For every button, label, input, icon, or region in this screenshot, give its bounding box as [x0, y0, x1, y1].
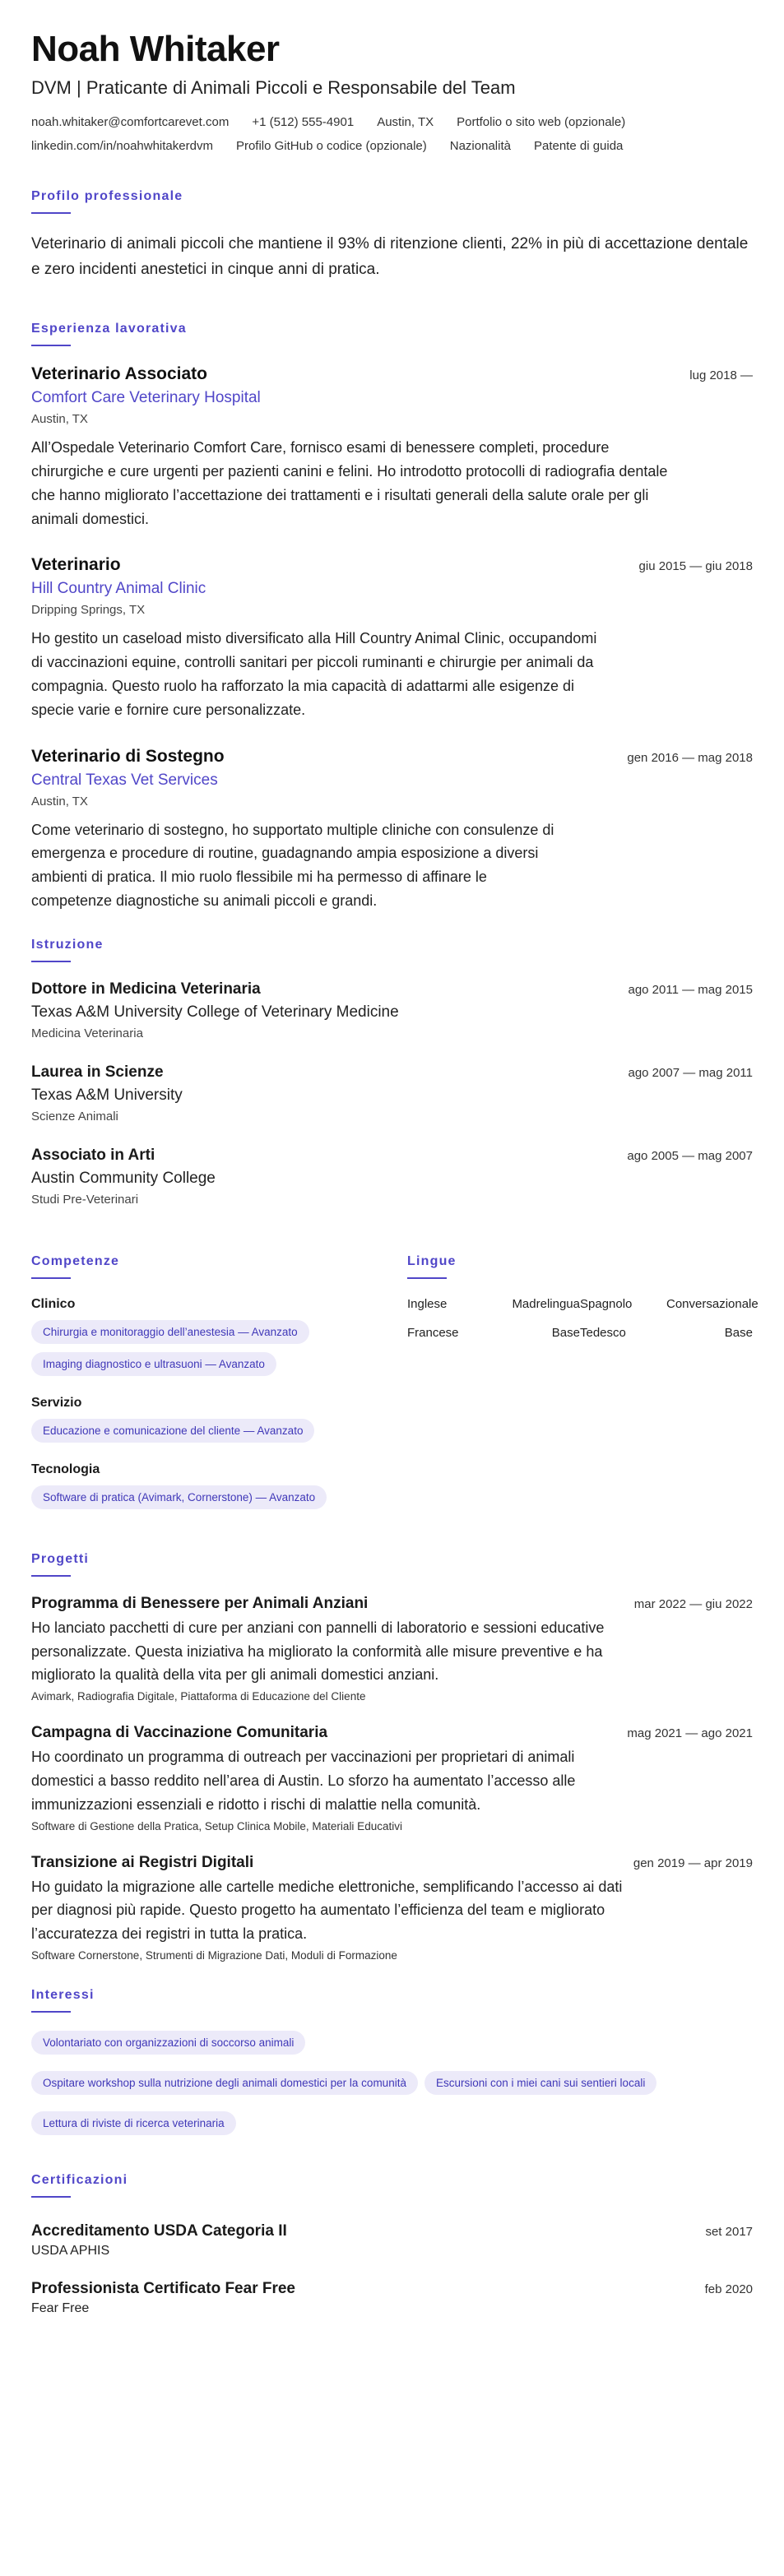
education-entry — [31, 1063, 753, 1124]
skill-group — [31, 1396, 407, 1443]
section-title-experience: Esperienza lavorativa — [31, 322, 187, 336]
job-entry — [31, 555, 753, 721]
education-date: ago 2007 — mag 2011 — [628, 1065, 753, 1080]
section-divider — [31, 1277, 71, 1279]
job-entry — [31, 747, 753, 913]
project-entry — [31, 1595, 753, 1703]
interest-chip: Escursioni con i miei cani sui sentieri locali — [424, 2071, 656, 2095]
certification-date: feb 2020 — [704, 2282, 753, 2296]
education-date: ago 2005 — mag 2007 — [627, 1148, 753, 1163]
education-degree: Dottore in Medicina Veterinaria — [31, 980, 261, 998]
education-degree: Laurea in Scienze — [31, 1063, 164, 1081]
language-name: Tedesco — [580, 1325, 626, 1340]
job-title: Veterinario Associato — [31, 364, 207, 384]
interest-chip: Ospitare workshop sulla nutrizione degli animali domestici per la comunità — [31, 2071, 418, 2095]
section-divider — [31, 2011, 71, 2013]
education-entry — [31, 1147, 753, 1207]
education-date: ago 2011 — mag 2015 — [628, 982, 753, 997]
skill-group-name: Servizio — [31, 1395, 82, 1410]
projects-section — [31, 1552, 753, 1962]
language-level: Conversazionale — [666, 1296, 758, 1311]
contact-nationality: Nazionalità — [449, 139, 511, 154]
certification-issuer: USDA APHIS — [31, 2243, 110, 2258]
experience-section — [31, 322, 753, 913]
language-level: Base — [551, 1325, 580, 1340]
certification-date: set 2017 — [705, 2224, 753, 2239]
job-location: Austin, TX — [31, 794, 88, 808]
skill-group-name: Clinico — [31, 1296, 76, 1311]
project-name: Programma di Benessere per Animali Anziani — [31, 1594, 369, 1612]
job-title: Veterinario di Sostegno — [31, 746, 225, 766]
education-entry — [31, 980, 753, 1040]
skills-column — [31, 1230, 407, 1529]
project-description: Ho lanciato pacchetti di cure per anziani con pannelli di laboratorio e sessioni educative personalizzate. Questa iniziativa ha migliorato la conformità alle misure preventive e ha migliorato la qualità della vita per gli animali domestici anziani. — [31, 1619, 605, 1684]
skills-languages-section — [31, 1230, 758, 1529]
contact-location: Austin, TX — [377, 115, 434, 130]
skill-group — [31, 1297, 407, 1376]
interests-list — [31, 2031, 753, 2135]
skill-chip: Software di pratica (Avimark, Cornerstone) — Avanzato — [31, 1485, 327, 1509]
contact-phone[interactable]: +1 (512) 555-4901 — [252, 115, 355, 130]
section-title-skills: Competenze — [31, 1253, 120, 1268]
job-entry — [31, 364, 753, 530]
interest-chip: Lettura di riviste di ricerca veterinaria — [31, 2111, 236, 2135]
job-date: gen 2016 — mag 2018 — [627, 750, 753, 765]
contact-list — [31, 115, 753, 153]
education-field: Medicina Veterinaria — [31, 1026, 143, 1040]
section-title-summary: Profilo professionale — [31, 189, 183, 204]
certifications-section — [31, 2173, 753, 2316]
section-divider — [31, 345, 71, 346]
project-description: Ho coordinato un programma di outreach per vaccinazioni per proprietari di animali domestici a basso reddito nell’area di Austin. Lo sforzo ha aumentato l’accesso alle immunizzazioni essenziali e ridotto i rischi di malattie nella comunità. — [31, 1749, 576, 1813]
job-description: Ho gestito un caseload misto diversificato alla Hill Country Animal Clinic, occupandomi di vaccinazioni equine, controlli sanitari per piccoli ruminanti e chirurgie per animali da compagnia. Questo ruolo ha rafforzato la mia capacità di adattarmi alle esigenze di specie varie e fornire cure personalizzate. — [31, 630, 597, 718]
section-divider — [31, 961, 71, 962]
job-date: lug 2018 — — [689, 368, 753, 383]
certification-name: Professionista Certificato Fear Free — [31, 2279, 295, 2297]
education-school: Texas A&M University — [31, 1086, 183, 1104]
section-divider — [31, 2196, 71, 2198]
interest-chip: Volontariato con organizzazioni di soccorso animali — [31, 2031, 305, 2055]
project-name: Campagna di Vaccinazione Comunitaria — [31, 1724, 328, 1742]
skill-chip: Chirurgia e monitoraggio dell’anestesia — Avanzato — [31, 1320, 309, 1344]
contact-email[interactable]: noah.whitaker@comfortcarevet.com — [31, 115, 230, 130]
summary-section — [31, 189, 753, 282]
certification-entry — [31, 2222, 753, 2259]
project-date: mar 2022 — giu 2022 — [633, 1596, 753, 1611]
language-level: Madrelingua — [512, 1296, 580, 1311]
education-section — [31, 938, 753, 1207]
interests-section — [31, 1988, 753, 2135]
skill-chip: Educazione e comunicazione del cliente — Avanzato — [31, 1419, 314, 1443]
section-title-interests: Interessi — [31, 1987, 95, 2002]
candidate-name: Noah Whitaker — [31, 29, 280, 69]
section-divider — [31, 212, 71, 214]
project-technologies: Avimark, Radiografia Digitale, Piattaforma di Educazione del Cliente — [31, 1690, 366, 1703]
job-description: All’Ospedale Veterinario Comfort Care, fornisco esami di benessere completi, procedure chirurgiche e cure urgenti per pazienti canini e felini. Ho introdotto protocolli di radiografia dentale che hanno migliorato l’accettazione dei trattamenti e i risultati generali della salute orale per gli animali domestici. — [31, 439, 668, 527]
certification-name: Accreditamento USDA Categoria II — [31, 2222, 287, 2240]
project-name: Transizione ai Registri Digitali — [31, 1853, 254, 1871]
job-company: Comfort Care Veterinary Hospital — [31, 389, 261, 407]
skill-group — [31, 1462, 407, 1509]
languages-list — [407, 1296, 758, 1340]
job-description: Come veterinario di sostegno, ho supportato multiple cliniche con consulenze di emergenza e procedure di routine, guadagnando ampia esposizione a diversi ambienti di pratica. Il mio ruolo flessibile mi ha permesso di affinare le competenze diagnostiche su animali piccoli e grandi. — [31, 821, 554, 909]
section-divider — [31, 1575, 71, 1577]
language-name: Francese — [407, 1325, 459, 1340]
contact-linkedin[interactable]: linkedin.com/in/noahwhitakerdvm — [31, 139, 213, 154]
project-technologies: Software Cornerstone, Strumenti di Migrazione Dati, Moduli di Formazione — [31, 1948, 397, 1962]
contact-license: Patente di guida — [533, 139, 624, 154]
language-level: Base — [724, 1325, 753, 1340]
job-location: Dripping Springs, TX — [31, 603, 146, 618]
contact-portfolio[interactable]: Portfolio o sito web (opzionale) — [457, 115, 626, 130]
project-date: gen 2019 — apr 2019 — [633, 1856, 753, 1870]
section-title-education: Istruzione — [31, 937, 104, 952]
job-company: Hill Country Animal Clinic — [31, 580, 206, 598]
job-company: Central Texas Vet Services — [31, 771, 218, 789]
section-title-projects: Progetti — [31, 1551, 90, 1566]
contact-github[interactable]: Profilo GitHub o codice (opzionale) — [235, 139, 427, 154]
education-degree: Associato in Arti — [31, 1146, 155, 1164]
section-title-certifications: Certificazioni — [31, 2172, 128, 2187]
project-entry — [31, 1724, 753, 1832]
education-field: Scienze Animali — [31, 1109, 118, 1124]
summary-text: Veterinario di animali piccoli che mantiene il 93% di ritenzione clienti, 22% in più di accettazione dentale e zero incidenti anestetici in cinque anni di pratica. — [31, 235, 749, 278]
project-entry — [31, 1854, 753, 1962]
project-date: mag 2021 — ago 2021 — [627, 1726, 753, 1741]
languages-column — [407, 1230, 758, 1529]
section-divider — [407, 1277, 447, 1279]
job-location: Austin, TX — [31, 412, 88, 427]
education-school: Austin Community College — [31, 1169, 216, 1187]
candidate-headline: DVM | Praticante di Animali Piccoli e Responsabile del Team — [31, 77, 516, 99]
education-school: Texas A&M University College of Veterinary Medicine — [31, 1003, 399, 1021]
skill-chip: Imaging diagnostico e ultrasuoni — Avanzato — [31, 1352, 276, 1376]
language-name: Spagnolo — [580, 1296, 633, 1311]
resume-header — [31, 30, 753, 153]
education-field: Studi Pre-Veterinari — [31, 1192, 139, 1207]
job-title: Veterinario — [31, 555, 121, 575]
project-description: Ho guidato la migrazione alle cartelle mediche elettroniche, semplificando l’accesso ai dati per diagnosi più rapide. Questo progetto ha aumentato l’efficienza del team e migliorato l’accuratezza dei registri in tutta la pratica. — [31, 1878, 623, 1943]
job-date: giu 2015 — giu 2018 — [638, 559, 753, 574]
certification-issuer: Fear Free — [31, 2300, 90, 2315]
certification-entry — [31, 2280, 753, 2316]
section-title-languages: Lingue — [407, 1253, 457, 1268]
skill-group-name: Tecnologia — [31, 1462, 100, 1476]
language-name: Inglese — [407, 1296, 448, 1311]
project-technologies: Software di Gestione della Pratica, Setup Clinica Mobile, Materiali Educativi — [31, 1819, 402, 1832]
